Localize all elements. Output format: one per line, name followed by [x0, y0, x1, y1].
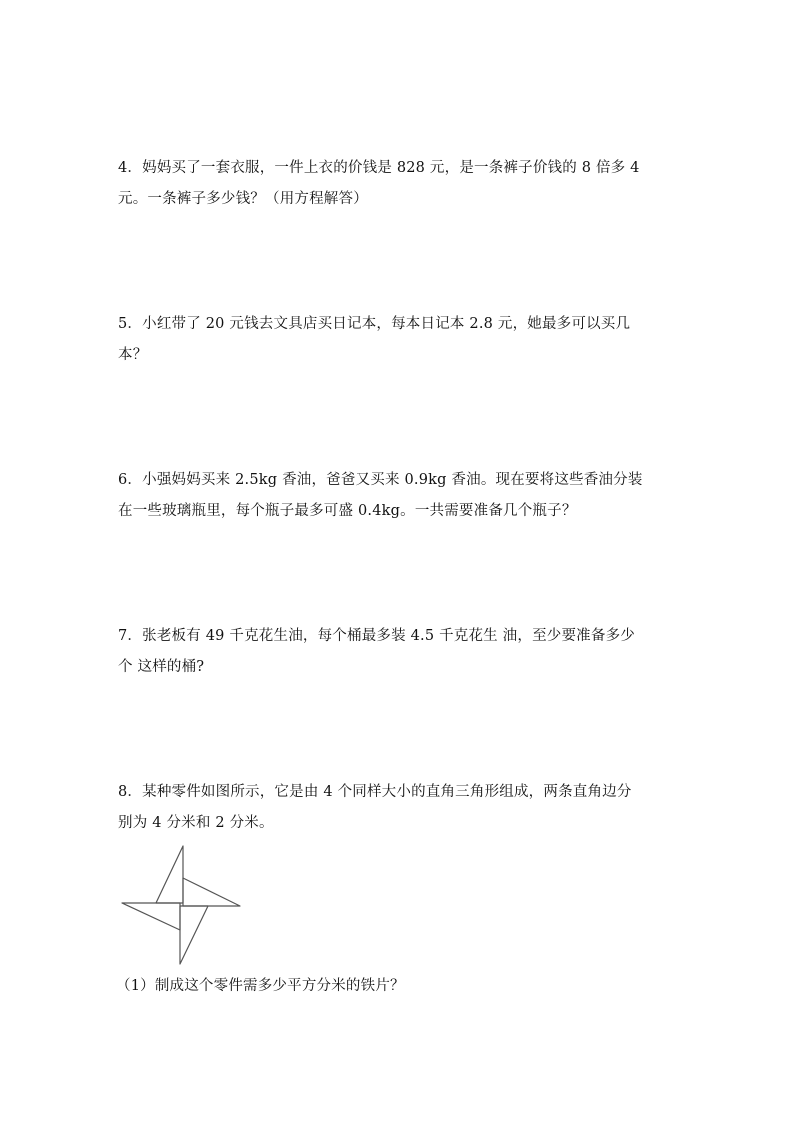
question-5-line-2: 本？ [118, 347, 148, 363]
pinwheel-figure [118, 838, 248, 968]
question-4-line-2: 元。一条裤子多少钱？（用方程解答） [118, 191, 368, 207]
question-6-line-2: 在一些玻璃瓶里，每个瓶子最多可盛 0.4kg。一共需要准备几个瓶子？ [118, 503, 577, 519]
question-5-line-1: 5．小红带了 20 元钱去文具店买日记本，每本日记本 2.8 元，她最多可以买几 [118, 316, 631, 332]
question-6-line-1: 6．小强妈妈买来 2.5kg 香油，爸爸又买来 0.9kg 香油。现在要将这些香油分装 [118, 472, 643, 488]
question-7-line-2: 个 这样的桶? [118, 659, 205, 675]
question-8-line-1: 8．某种零件如图所示，它是由 4 个同样大小的直角三角形组成，两条直角边分 [118, 784, 632, 800]
question-8-line-2: 别为 4 分米和 2 分米。 [118, 815, 274, 831]
question-7-line-1: 7．张老板有 49 千克花生油，每个桶最多装 4.5 千克花生 油，至少要准备多少 [118, 628, 635, 644]
triangle-left [122, 903, 180, 930]
triangle-right [183, 878, 240, 906]
question-4-line-1: 4．妈妈买了一套衣服，一件上衣的价钱是 828 元，是一条裤子价钱的 8 倍多 4 [118, 160, 640, 176]
question-8-sub-1: （1）制成这个零件需多少平方分米的铁片？ [116, 978, 405, 994]
triangle-top [156, 846, 183, 903]
triangle-bottom [180, 906, 208, 964]
pinwheel-svg [118, 838, 248, 968]
